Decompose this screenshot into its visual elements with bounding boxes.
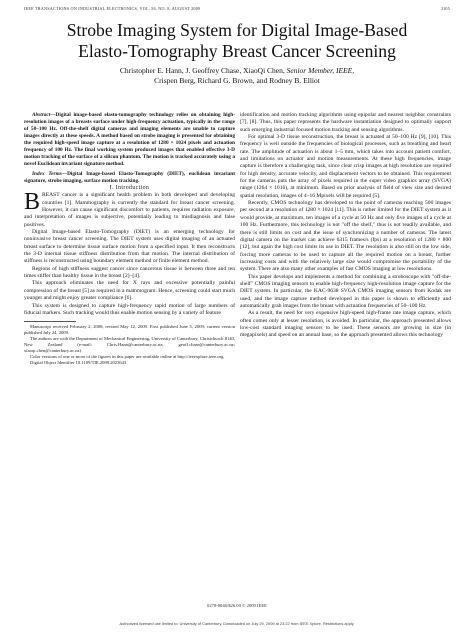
- footnote-doi: Digital Object Identifier 10.1109/TIE.2009.2023643: [30, 359, 127, 365]
- body-paragraph-3: Recently, CMOS technology has developed to the point of cameras reaching 500 images per second at a resolution of 1280 × 1024 [11]. This is rather limited for the DIET system as it would provide, at maximum, ten images of a cycle at 50 Hz and only five images of a cycle at 100 Hz. Furthermore, this technology is not "off the shelf," thus is not readily available, and there is still limits on cost and the issue of synchronizing a number of cameras. The latest digital camera on the market can achieve 6315 frames/s (fps) at a resolution of 1280 × 800 [12], but again the high cost limits its use in DIET. The resolution is also still on the low side, forcing more cameras to be used to capture all the required motion on a breast, further increasing costs and with the relatively large size would compromise the portability of the system. There are also many other examples of fast CMOS imaging at low resolutions.: [240, 200, 451, 273]
- body-paragraph-5: As a result, the need for very expensive high-speed high-frame rate image capture, which often comes only at lesser resolution, is avoided. In particular, the approach presented allows low-cost standard imaging sensors to be used. These sensors are growing in size (in megapixels) and speed on an annual base, so the approach presented allows this technology: [240, 310, 451, 339]
- intro-paragraph-1: [24, 189, 235, 229]
- running-header: [24, 6, 450, 14]
- intro-paragraph-3: Regions of high stiffness suggest cancer since cancerous tissue is between three and ten times stiffer than healthy tissue in the breast [2]–[4].: [24, 265, 235, 280]
- footnote-color: Color versions of one or more of the figures in this paper are available online at http://ieeexplore.ieee.org.: [30, 353, 225, 359]
- footnote-affiliation: The authors are with the Department of Mechanical Engineering, University of Canterbury, Christchurch 8140, New Zealand (e-mail: Chris.Hann@canterbury.ac.nz; geoff.chase@canterbury.ac.nz; xiaoqi.chen@canterbury.ac.nz).: [24, 336, 235, 353]
- footnote-divider: [24, 321, 76, 322]
- abstract-text: Digital image-based elasto-tomography technology relies on obtaining high-resolution images of a breasts surface under high-frequency actuation, typically in the range of 50–100 Hz. Off-the-shelf digital cameras and imaging elements are unable to capture images directly at these speeds. A method based on strobe imaging is presented for obtaining the required high-speed image capture at a resolution of 1280 × 1024 pixels and actuation frequency of 100 Hz. The final working system produced images that enabled effective 3-D motion tracking of the surface of a silicon phantom. The motion is tracked accurately using a novel Euclidean invariant signature method.: [24, 112, 235, 167]
- license-notice: Authorized licensed use limited to: University of Canterbury. Downloaded on July 29, 2009 at 23:22 from IEEE Xplore. Restrictions apply.: [119, 621, 355, 626]
- footnotes: [24, 324, 235, 365]
- author-names-1: Christopher E. Hann, J. Geoffrey Chase, XiaoQi Chen,: [119, 66, 285, 75]
- page-number: 3105: [440, 6, 450, 11]
- index-terms-text: Digital Image-based Elasto-Tomography (DIET), euclidean invariant signature, strobe imaging, surface motion tracking.: [24, 171, 236, 184]
- copyright-line: 0278-0046/$26.00 © 2009 IEEE: [207, 603, 267, 608]
- journal-name: IEEE TRANSACTIONS ON INDUSTRIAL ELECTRONICS, VOL. 56, NO. 8, AUGUST 2009: [24, 6, 201, 11]
- paper-title: [0, 20, 474, 62]
- index-terms-label: Index Terms—: [32, 171, 68, 177]
- title-line-1: Strobe Imaging System for Digital Image-Based: [66, 20, 408, 40]
- author-list: [0, 66, 474, 85]
- body-paragraph-2: For optimal 3-D tissue reconstruction, the breast is actuated at 50–100 Hz [9], [10]. This frequency is well outside the frequencies of biological processes, such as breathing and heart rate. The amplitude of actuation is about 1–5 mm, which takes into account patient comfort, and limitations on actuator and motion measurements. At these high frequencies, image capture is therefore a challenging task, since clear crisp images at high resolution are required for high density, accurate velocity, and displacement vectors to be obtained. This requirement for the cameras puts the array of pixels required in the super video graphics array (SVGA) range (1264 × 1016), at minimum. Based on prior analysis of field of view size and desired spatial resolution, images of 4–16 Mpixels will be required [5].: [240, 134, 451, 199]
- body-paragraph-1: identification and motion tracking algorithms using epipolar and nearest neighbor constraints [7], [8]. Thus, this paper represents the hardware instantiation designed to optimally support such emerging industrial focused motion tracking and sensing algorithms.: [240, 112, 451, 133]
- section-heading: I. Introduction: [109, 185, 150, 191]
- title-line-2: Elasto-Tomography Breast Cancer Screening: [78, 41, 396, 61]
- intro-paragraph-5: This system is designed to capture high-frequency rapid motion of large numbers of fiducial markers. Such tracking would thus enable motion sensing by a variety of feature: [24, 302, 235, 316]
- intro-paragraph-4: This approach eliminates the need for X rays and excessive potentially painful compression of the breast [5] as required in a mammogram. Hence, screening could start much younger and might enjoy greater compliance [6].: [24, 280, 235, 302]
- author-line-2: Crispen Berg, Richard G. Brown, and Rodney B. Elliot: [154, 75, 320, 85]
- index-terms: [24, 171, 235, 185]
- left-column: [24, 112, 235, 366]
- author-membership: Senior Member, IEEE,: [284, 66, 355, 75]
- right-column: [240, 112, 451, 340]
- drop-cap: B: [24, 189, 41, 216]
- body-paragraph-4: This paper develops and implements a method for combining a stroboscope with "off-the-shelf" CMOS imaging sensors to enable high-frequency high-resolution image capture for the DIET system. In particular, the KAC-9638 SVGA CMOS imaging sensors from Kodak are used, and the image capture method developed in this paper is shown to efficiently and automatically grab images from the breast with actuation frequencies of 50–100 Hz.: [240, 273, 451, 309]
- intro-paragraph-2: Digital Image-based Elasto-Tomography (DIET) is an emerging technology for noninvasive breast cancer screening. The DIET system uses digital imaging of an actuated breast surface to determine tissue surface motion from a specified input. It then reconstructs the 3-D internal tissue stiffness distribution from that motion. The internal distribution of stiffness is reconstructed using boundary element method or finite element method.: [24, 229, 235, 265]
- abstract-label: Abstract—: [32, 112, 56, 118]
- author-line-1: [0, 66, 474, 76]
- abstract: [24, 112, 235, 168]
- intro-paragraph-1-text: REAST cancer is a significant health problem in both developed and developing countries [1]. Mammography is currently the standard for breast cancer screening. However, it can cause significant discomfort to patients, requires radiation exposure, and interpretation of images is subjective, potentially leading to misdiagnosis and false positives.: [24, 192, 235, 228]
- footnote-manuscript: Manuscript received February 2, 2008; revised May 12, 2009. First published June 5, 2009; current version published July 24, 2009.: [24, 324, 235, 336]
